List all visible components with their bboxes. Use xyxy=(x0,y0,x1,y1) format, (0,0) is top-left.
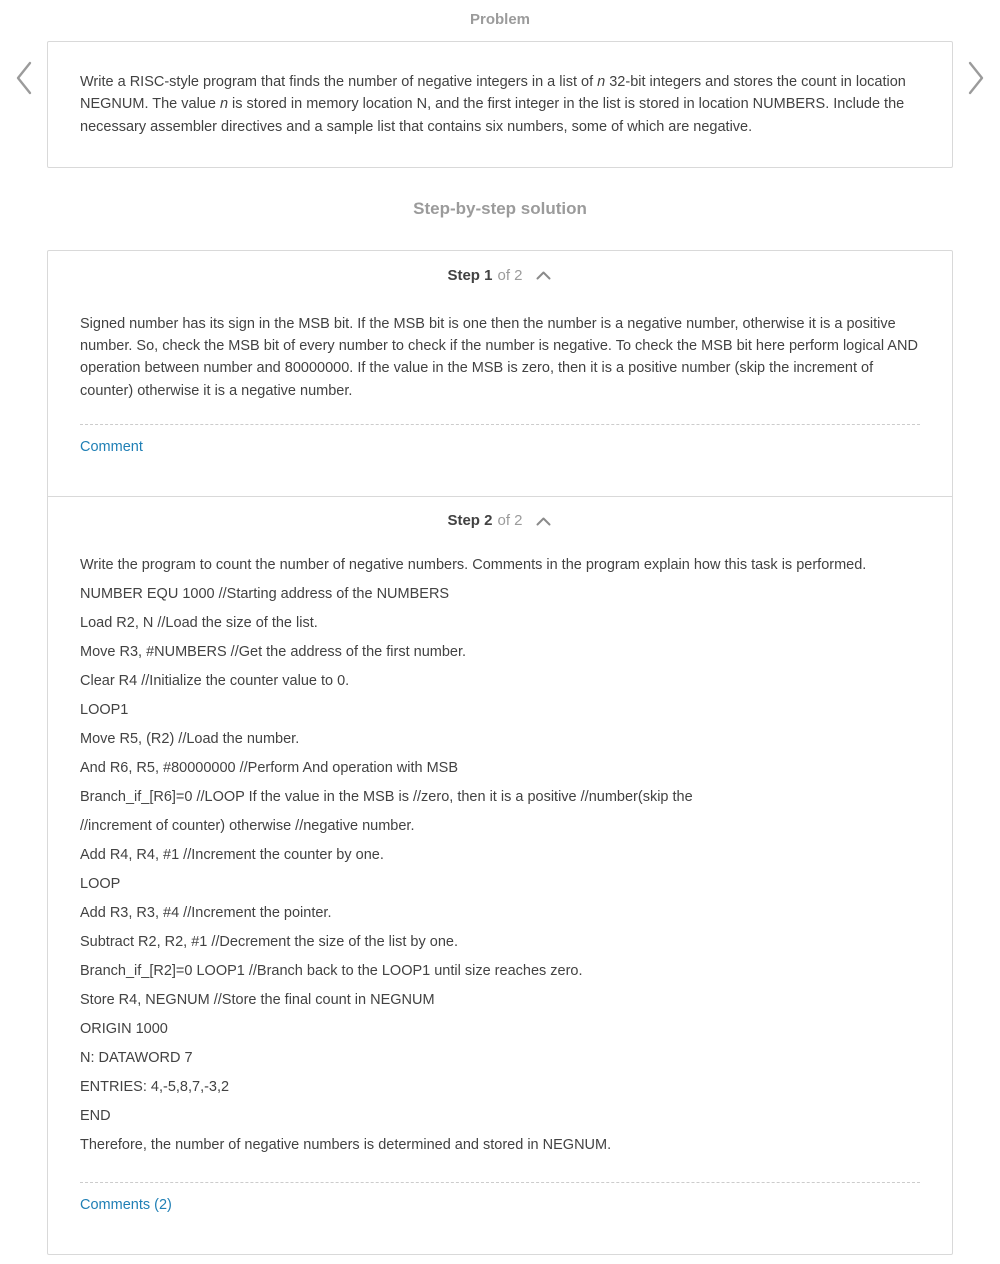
solution-program-line: Subtract R2, R2, #1 //Decrement the size of the list by one. xyxy=(80,934,458,951)
solution-program-line: //increment of counter) otherwise //negative number. xyxy=(80,818,415,835)
solution-program-line: Load R2, N //Load the size of the list. xyxy=(80,615,318,632)
solution-program-line: Therefore, the number of negative numbers is determined and stored in NEGNUM. xyxy=(80,1137,612,1154)
step-1-of-label: of 2 xyxy=(497,266,523,284)
problem-text-variable-n: n xyxy=(597,74,606,90)
solution-heading: Step-by-step solution xyxy=(413,198,587,218)
step-1-header xyxy=(80,266,920,286)
step-2-section xyxy=(48,496,952,1254)
step-2-label: Step 2 xyxy=(447,512,493,530)
step-1-section xyxy=(48,251,952,496)
prev-problem-button[interactable] xyxy=(13,58,35,98)
solution-program-line: Move R3, #NUMBERS //Get the address of the first number. xyxy=(80,644,467,661)
chevron-up-icon xyxy=(536,268,551,283)
step-1-comment-link[interactable]: Comment xyxy=(80,439,143,456)
chevron-right-icon xyxy=(965,86,987,101)
solution-program-line: LOOP1 xyxy=(80,702,129,719)
solution-steps-card xyxy=(47,250,953,1255)
chevron-left-icon xyxy=(13,86,35,101)
solution-program-line: ENTRIES: 4,-5,8,7,-3,2 xyxy=(80,1079,230,1096)
solution-program-line: Write the program to count the number of negative numbers. Comments in the program explain how this task is performed. xyxy=(80,557,867,574)
step-2-collapse-button[interactable] xyxy=(534,515,553,528)
solution-program-line: Move R5, (R2) //Load the number. xyxy=(80,731,300,748)
chevron-up-icon xyxy=(536,514,551,529)
step-1-collapse-button[interactable] xyxy=(534,269,553,282)
solution-program-line: LOOP xyxy=(80,876,121,893)
solution-program-line: And R6, R5, #80000000 //Perform And operation with MSB xyxy=(80,760,459,777)
problem-text xyxy=(80,71,920,138)
solution-program-line: Branch_if_[R6]=0 //LOOP If the value in the MSB is //zero, then it is a positive //number(skip the xyxy=(80,789,693,806)
solution-program-line: ORIGIN 1000 xyxy=(80,1021,168,1038)
problem-text-part: 32-bit integers and stores the count in location NEGNUM. The value xyxy=(80,74,906,113)
step-2-of-label: of 2 xyxy=(497,512,523,530)
step-2-divider xyxy=(80,1182,920,1183)
solution-program-line: Add R4, R4, #1 //Increment the counter by one. xyxy=(80,847,384,864)
step-1-body-text: Signed number has its sign in the MSB bit. If the MSB bit is one then the number is a negative number, otherwise it is a positive number. So, check the MSB bit of every number to check if the number is negative. To check the MSB bit here perform logical AND operation between number and 80000000. If the value in the MSB is zero, then it is a positive number (skip the increment of counter) otherwise it is a negative number. xyxy=(80,315,918,399)
step-2-body-lines xyxy=(80,551,920,1160)
problem-text-part: is stored in memory location N, and the first integer in the list is stored in location NUMBERS. Include the necessary assembler directives and a sample list that contains six numbers, some of which are negative. xyxy=(80,96,905,135)
solution-program-line: Store R4, NEGNUM //Store the final count in NEGNUM xyxy=(80,992,435,1009)
step-1-label: Step 1 xyxy=(447,266,493,284)
solution-program-line: END xyxy=(80,1108,111,1125)
solution-program-line: N: DATAWORD 7 xyxy=(80,1050,193,1067)
step-1-divider xyxy=(80,424,920,425)
problem-text-part: Write a RISC-style program that finds the number of negative integers in a list of xyxy=(80,74,598,90)
step-2-comments-link[interactable]: Comments (2) xyxy=(80,1197,172,1214)
problem-heading: Problem xyxy=(469,11,530,28)
next-problem-button[interactable] xyxy=(965,58,987,98)
step-2-header xyxy=(80,511,920,531)
solution-program-line: NUMBER EQU 1000 //Starting address of the NUMBERS xyxy=(80,586,450,603)
solution-program-line: Branch_if_[R2]=0 LOOP1 //Branch back to the LOOP1 until size reaches zero. xyxy=(80,963,583,980)
solution-program-line: Clear R4 //Initialize the counter value to 0. xyxy=(80,673,350,690)
problem-text-variable-n: n xyxy=(219,96,229,113)
solution-program-line: Add R3, R3, #4 //Increment the pointer. xyxy=(80,905,332,922)
problem-card xyxy=(47,41,953,168)
